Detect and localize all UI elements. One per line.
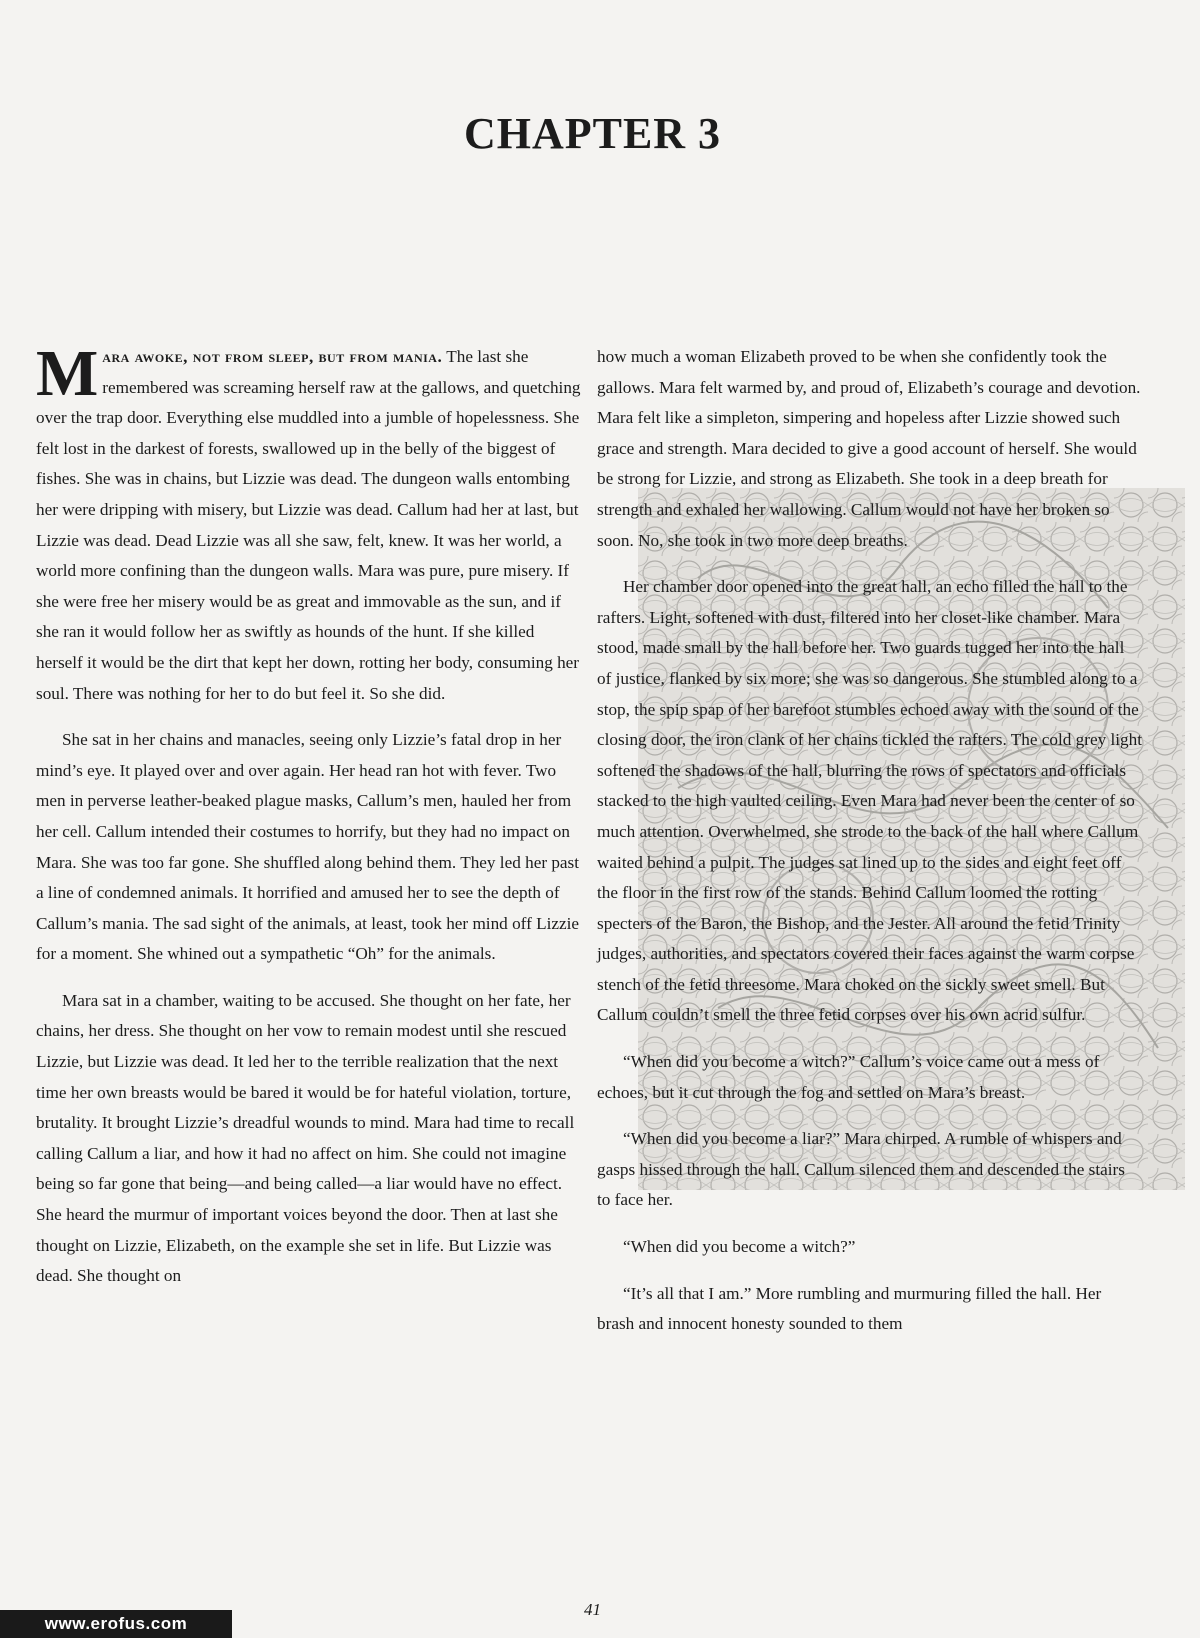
right-column [597, 342, 1142, 1356]
chapter-title: CHAPTER 3 [463, 109, 722, 158]
paragraph: She sat in her chains and manacles, seeing only Lizzie’s fatal drop in her mind’s eye. It played over and over again. Her head ran hot with fever. Two men in perverse leather-beaked plague masks, Callum’s men, hauled her from her cell. Callum intended their costumes to horrify, but they had no impact on Mara. She was too far gone. She shuffled along behind them. They led her past a line of condemned animals. It horrified and amused her to see the depth of Callum’s mania. The sad sight of the animals, at least, took her mind off Lizzie for a moment. She whined out a sympathetic “Oh” for the animals. [36, 730, 580, 964]
paragraph: Her chamber door opened into the great hall, an echo filled the hall to the rafters. Light, softened with dust, filtered into her closet-like chamber. Mara stood, made small by the hall before her. Two guards tugged her into the hall of justice, flanked by six more; she was so dangerous. She stumbled along to a stop, the spip spap of her barefoot stumbles echoed away with the sound of the closing door, the iron clank of her chains tickled the rafters. The cold grey light softened the shadows of the hall, blurring the rows of spectators and officials stacked to the high vaulted ceiling. Even Mara had never been the center of so much attention. Overwhelmed, she strode to the back of the hall where Callum waited behind a pulpit. The judges sat lined up to the sides and eight feet off the floor in the first row of the stands. Behind Callum loomed the rotting specters of the Baron, the Bishop, and the Jester. All around the fetid Trinity judges, authorities, and spectators covered their faces against the warm corpse stench of the fetid threesome. Mara choked on the sickly sweet smell. But Callum couldn’t smell the three fetid corpses over his own acrid sulfur. [597, 577, 1143, 1025]
paragraph: Mara sat in a chamber, waiting to be accused. She thought on her fate, her chains, her dress. She thought on her vow to remain modest until she rescued Lizzie, but Lizzie was dead. It led her to the terrible realization that the next time her own breasts would be bared it would be for hateful violation, torture, brutality. It brought Lizzie’s dreadful wounds to mind. Mara had time to recall calling Callum a liar, and how it had no affect on him. She could not imagine being so far gone that being—and being called—a liar would have no effect. She heard the murmur of important voices beyond the door. Then at last she thought on Lizzie, Elizabeth, on the example she set in life. But Lizzie was dead. She thought on [36, 990, 575, 1286]
paragraph [36, 337, 581, 709]
left-column [36, 337, 581, 1308]
paragraph: how much a woman Elizabeth proved to be when she confidently took the gallows. Mara felt warmed by, and proud of, Elizabeth’s courage and devotion. Mara felt like a simpleton, simpering and hopeless after Lizzie showed such grace and strength. Mara decided to give a good account of herself. She would be strong for Lizzie, and strong as Elizabeth. She took in a deep breath for strength and exhaled her wallowing. Callum would not have her broken so soon. No, she took in two more deep breaths. [597, 347, 1141, 550]
lead-in: ara awoke, not from sleep, but from mania. [102, 347, 443, 366]
paragraph: “When did you become a witch?” Callum’s voice came out a mess of echoes, but it cut through the fog and settled on Mara’s breast. [597, 1052, 1100, 1102]
paragraph: “When did you become a witch?” [623, 1237, 856, 1257]
drop-cap: M [36, 337, 99, 410]
paragraph-text: The last she remembered was screaming herself raw at the gallows, and quetching over the trap door. Everything else muddled into a jumble of hopelessness. She felt lost in the darkest of forests, swallowed up in the belly of the biggest of fishes. She was in chains, but Lizzie was dead. The dungeon walls entombing her were dripping with misery, but Lizzie was dead. Callum had her at last, but Lizzie was dead. Dead Lizzie was all she saw, felt, knew. It was her world, a world more confining than the dungeon walls. Mara was pure, pure misery. If she were free her misery would be as great and immovable as the sun, and if she ran it would follow her as swiftly as hounds of the hunt. If she killed herself it would be the dirt that kept her down, rotting her body, consuming her soul. There was nothing for her to do but feel it. So she did. [36, 347, 581, 703]
paragraph: “It’s all that I am.” More rumbling and murmuring filled the hall. Her brash and innocent honesty sounded to them [597, 1283, 1102, 1334]
watermark: www.erofus.com [0, 1610, 232, 1638]
page-number: 41 [584, 1600, 601, 1619]
paragraph: “When did you become a liar?” Mara chirped. A rumble of whispers and gasps hissed through the hall. Callum silenced them and descended the stairs to face her. [597, 1129, 1125, 1210]
